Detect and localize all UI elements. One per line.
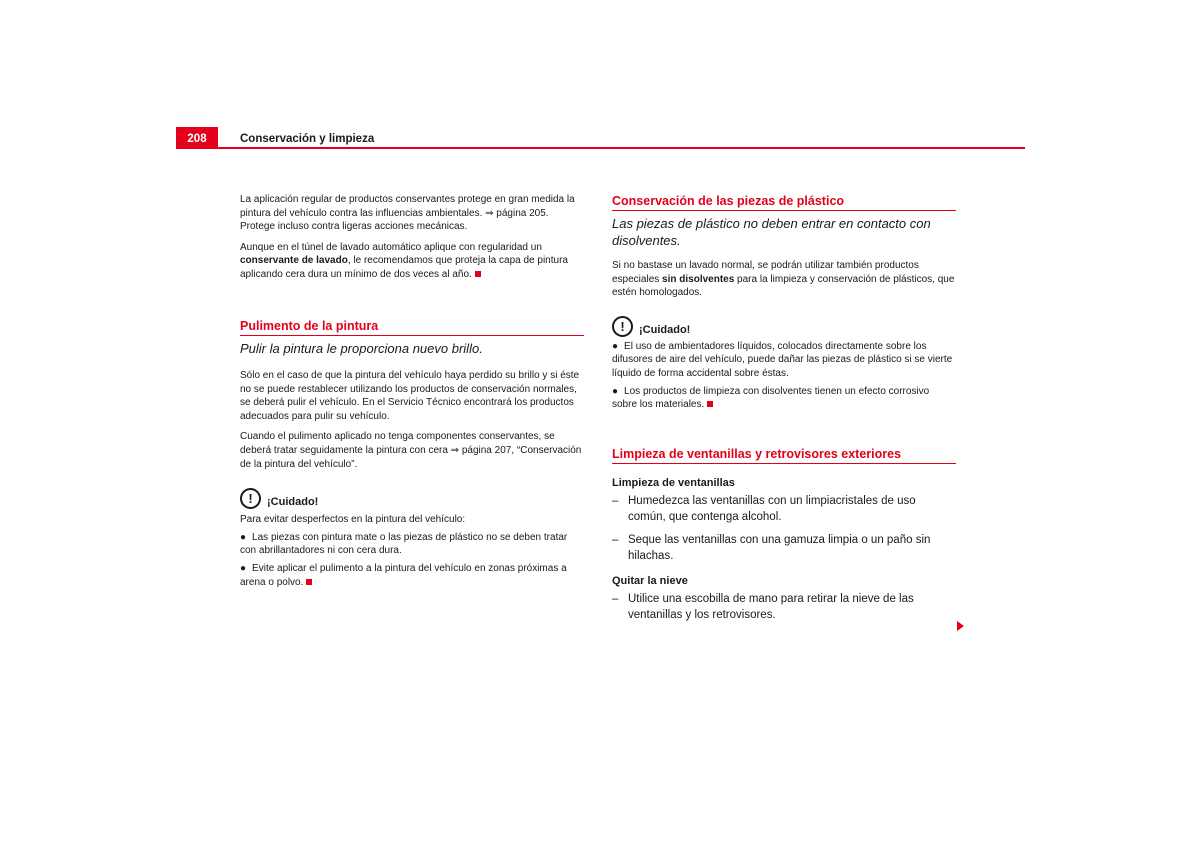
warning-header xyxy=(612,316,956,337)
continue-arrow-icon xyxy=(957,621,964,631)
warning-title: ¡Cuidado! xyxy=(267,496,319,509)
bullet-text: Evite aplicar el pulimento a la pintura del vehículo en zonas próximas a arena o polvo. xyxy=(240,563,567,588)
instruction-item xyxy=(612,591,956,623)
paragraph-cera: Cuando el pulimento aplicado no tenga componentes conservantes, se deberá tratar seguidamente la pintura con cera ⇒ página 207, “Conservación de la pintura del vehículo”. xyxy=(240,431,582,470)
instruction-text: Seque las ventanillas con una gamuza limpia o un paño sin hilachas. xyxy=(628,533,931,562)
paragraph-pulir: Sólo en el caso de que la pintura del vehículo haya perdido su brillo y si éste no se puede restablecer utilizando los productos de conservación normales, se deberá pulir el vehículo. En el Servicio Técnico encontrará los productos adecuados para pulir su vehículo. xyxy=(240,370,580,422)
warning-bullet xyxy=(612,340,956,381)
bullet-dot: ● xyxy=(612,340,619,352)
end-of-section-marker xyxy=(306,579,312,585)
dash: – xyxy=(612,494,619,507)
dash: – xyxy=(612,592,619,605)
end-of-section-marker xyxy=(707,401,713,407)
warning-bullet xyxy=(240,562,584,589)
section-title-plastico: Conservación de las piezas de plástico xyxy=(612,193,956,211)
bullet-text: Los productos de limpieza con disolventes tienen un efecto corrosivo sobre los materiales. xyxy=(612,385,930,411)
warning-box xyxy=(612,316,956,412)
text: Aunque en el túnel de lavado automático aplique con regularidad un xyxy=(240,241,542,253)
warning-lead: Para evitar desperfectos en la pintura del vehículo: xyxy=(240,514,466,526)
header-rule xyxy=(218,147,1025,149)
end-of-section-marker xyxy=(475,271,481,277)
text: Si no bastase un lavado normal, se podrán utilizar también productos especiales xyxy=(612,260,919,285)
paragraph-conservantes: La aplicación regular de productos conservantes protege en gran medida la pintura del vehículo contra las influencias ambientales. ⇒ página 205. Protege incluso contra ligeras acciones mecánicas. xyxy=(240,194,575,233)
section-title-pulimento: Pulimento de la pintura xyxy=(240,318,584,336)
subheading-limpieza: Limpieza de ventanillas xyxy=(612,476,735,489)
right-column xyxy=(612,193,956,623)
chapter-title: Conservación y limpieza xyxy=(240,133,375,145)
paragraph-plasticos xyxy=(612,259,956,300)
section-title-ventanillas: Limpieza de ventanillas y retrovisores exteriores xyxy=(612,446,956,464)
subheading-nieve: Quitar la nieve xyxy=(612,574,688,587)
bullet-dot: ● xyxy=(240,531,247,543)
warning-icon: ! xyxy=(612,316,633,337)
left-column xyxy=(240,193,584,589)
instruction-item xyxy=(612,532,956,564)
bullet-dot: ● xyxy=(240,563,247,574)
warning-box xyxy=(240,488,584,589)
warning-icon: ! xyxy=(240,488,261,509)
dash: – xyxy=(612,533,619,546)
page-number: 208 xyxy=(176,127,218,149)
section-intro: Pulir la pintura le proporciona nuevo brillo. xyxy=(240,340,483,356)
bold-term: sin disolventes xyxy=(662,273,735,285)
warning-bullet xyxy=(612,385,956,412)
text: , le recomendamos que proteja la capa de pintura aplicando cera dura un mínimo de dos veces al año. xyxy=(240,255,568,280)
bullet-text: El uso de ambientadores líquidos, colocados directamente sobre los difusores de aire del vehículo, puede dañar las piezas de plástico si se vierte líquido de forma accidental sobre éstas. xyxy=(612,340,953,379)
instruction-text: Utilice una escobilla de mano para retirar la nieve de las ventanillas y los retrovisores. xyxy=(628,592,914,621)
text: para la limpieza y conservación de plásticos, que estén homologados. xyxy=(612,273,955,299)
instruction-text: Humedezca las ventanillas con un limpiacristales de uso común, que contenga alcohol. xyxy=(628,494,916,523)
section-intro: Las piezas de plástico no deben entrar en contacto con disolventes. xyxy=(612,216,931,248)
bullet-dot: ● xyxy=(612,385,619,397)
warning-bullet xyxy=(240,531,584,558)
bold-term: conservante de lavado xyxy=(240,255,348,267)
warning-title: ¡Cuidado! xyxy=(639,323,691,336)
paragraph-lavado xyxy=(240,241,584,282)
instruction-item xyxy=(612,493,956,525)
warning-header xyxy=(240,488,584,509)
bullet-text: Las piezas con pintura mate o las piezas de plástico no se deben tratar con abrillantadores ni con cera dura. xyxy=(240,531,568,557)
